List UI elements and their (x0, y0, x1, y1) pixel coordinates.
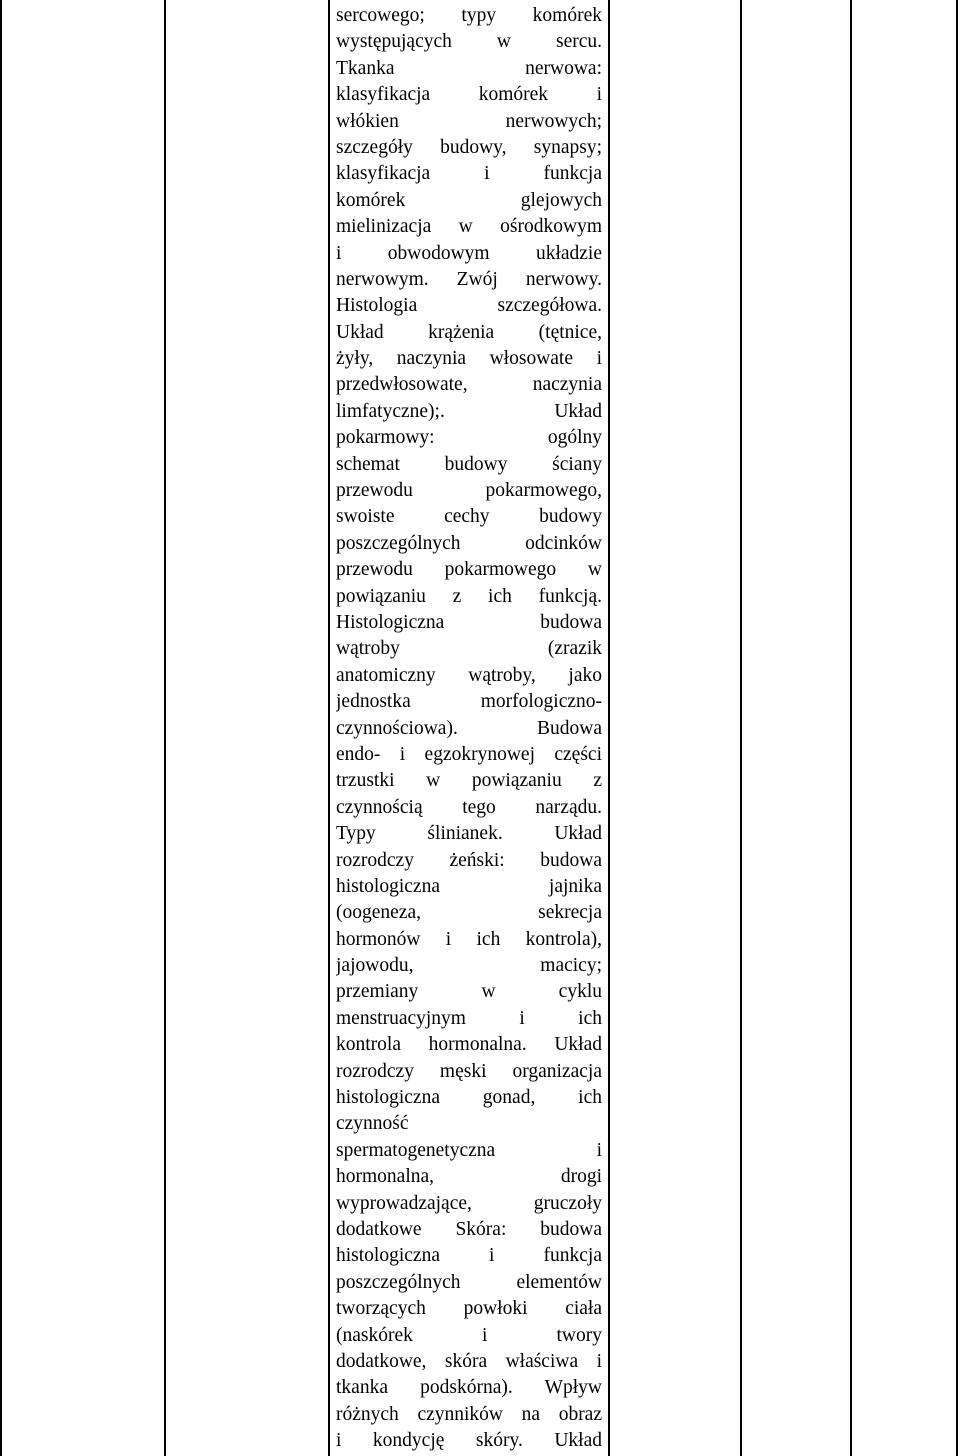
table-border-right (956, 0, 958, 1456)
text-line: (oogeneza, sekrecja (336, 902, 602, 924)
text-line: i obwodowym układzie (336, 242, 602, 264)
text-line: histologiczna jajnika (336, 875, 602, 897)
text-line: swoiste cechy budowy (336, 506, 602, 528)
text-line: czynnością tego narządu. (336, 796, 602, 818)
text-line: pokarmowy: ogólny (336, 427, 602, 449)
text-line: Układ krążenia (tętnice, (336, 321, 602, 343)
text-line: przewodu pokarmowego w (336, 559, 602, 581)
text-line: mielinizacja w ośrodkowym (336, 216, 602, 238)
text-line: przewodu pokarmowego, (336, 480, 602, 502)
text-line: dodatkowe, skóra właściwa i (336, 1350, 602, 1372)
text-line: żyły, naczynia włosowate i (336, 348, 602, 370)
text-line: przedwłosowate, naczynia (336, 374, 602, 396)
text-line: występujących w sercu. (336, 31, 602, 53)
text-line: hormonalna, drogi (336, 1166, 602, 1188)
text-line: Histologiczna budowa (336, 611, 602, 633)
table-column-divider (740, 0, 742, 1456)
text-line: wyprowadzające, gruczoły (336, 1192, 602, 1214)
text-line: rozrodczy żeński: budowa (336, 849, 602, 871)
text-line: tkanka podskórna). Wpływ (336, 1377, 602, 1399)
text-line: dodatkowe Skóra: budowa (336, 1218, 602, 1240)
text-line: powiązaniu z ich funkcją. (336, 585, 602, 607)
text-line: kontrola hormonalna. Układ (336, 1034, 602, 1056)
text-line: komórek glejowych (336, 189, 602, 211)
text-line: włókien nerwowych; (336, 110, 602, 132)
text-line: jednostka morfologiczno- (336, 691, 602, 713)
text-line: Histologia szczegółowa. (336, 295, 602, 317)
text-line: poszczególnych odcinków (336, 532, 602, 554)
course-content-cell (336, 3, 602, 1454)
text-line: rozrodczy męski organizacja (336, 1060, 602, 1082)
table-column-divider (850, 0, 852, 1456)
text-line: limfatyczne);. Układ (336, 400, 602, 422)
text-line: trzustki w powiązaniu z (336, 770, 602, 792)
text-line: poszczególnych elementów (336, 1271, 602, 1293)
text-line: (naskórek i twory (336, 1324, 602, 1346)
text-line: i kondycję skóry. Układ (336, 1430, 602, 1452)
text-line: Typy ślinianek. Układ (336, 823, 602, 845)
text-line: schemat budowy ściany (336, 453, 602, 475)
text-line: histologiczna gonad, ich (336, 1087, 602, 1109)
text-line: przemiany w cyklu (336, 981, 602, 1003)
text-line: Tkanka nerwowa: (336, 57, 602, 79)
text-line: różnych czynników na obraz (336, 1403, 602, 1425)
table-border-left (0, 0, 2, 1456)
table-column-divider (608, 0, 610, 1456)
text-line: nerwowym. Zwój nerwowy. (336, 268, 602, 290)
text-line: tworzących powłoki ciała (336, 1298, 602, 1320)
text-line: szczegóły budowy, synapsy; (336, 136, 602, 158)
text-line: wątroby (zrazik (336, 638, 602, 660)
table-column-divider (328, 0, 330, 1456)
text-line: jajowodu, macicy; (336, 955, 602, 977)
text-line: endo- i egzokrynowej części (336, 743, 602, 765)
text-line: sercowego; typy komórek (336, 5, 602, 26)
text-line: czynnościowa). Budowa (336, 717, 602, 739)
text-line: spermatogenetyczna i (336, 1139, 602, 1161)
text-line: histologiczna i funkcja (336, 1245, 602, 1267)
text-line: czynność (336, 1113, 409, 1135)
text-line: menstruacyjnym i ich (336, 1007, 602, 1029)
table-column-divider (164, 0, 166, 1456)
text-line: anatomiczny wątroby, jako (336, 664, 602, 686)
text-line: hormonów i ich kontrola), (336, 928, 602, 950)
text-line: klasyfikacja komórek i (336, 84, 602, 106)
text-line: klasyfikacja i funkcja (336, 163, 602, 185)
